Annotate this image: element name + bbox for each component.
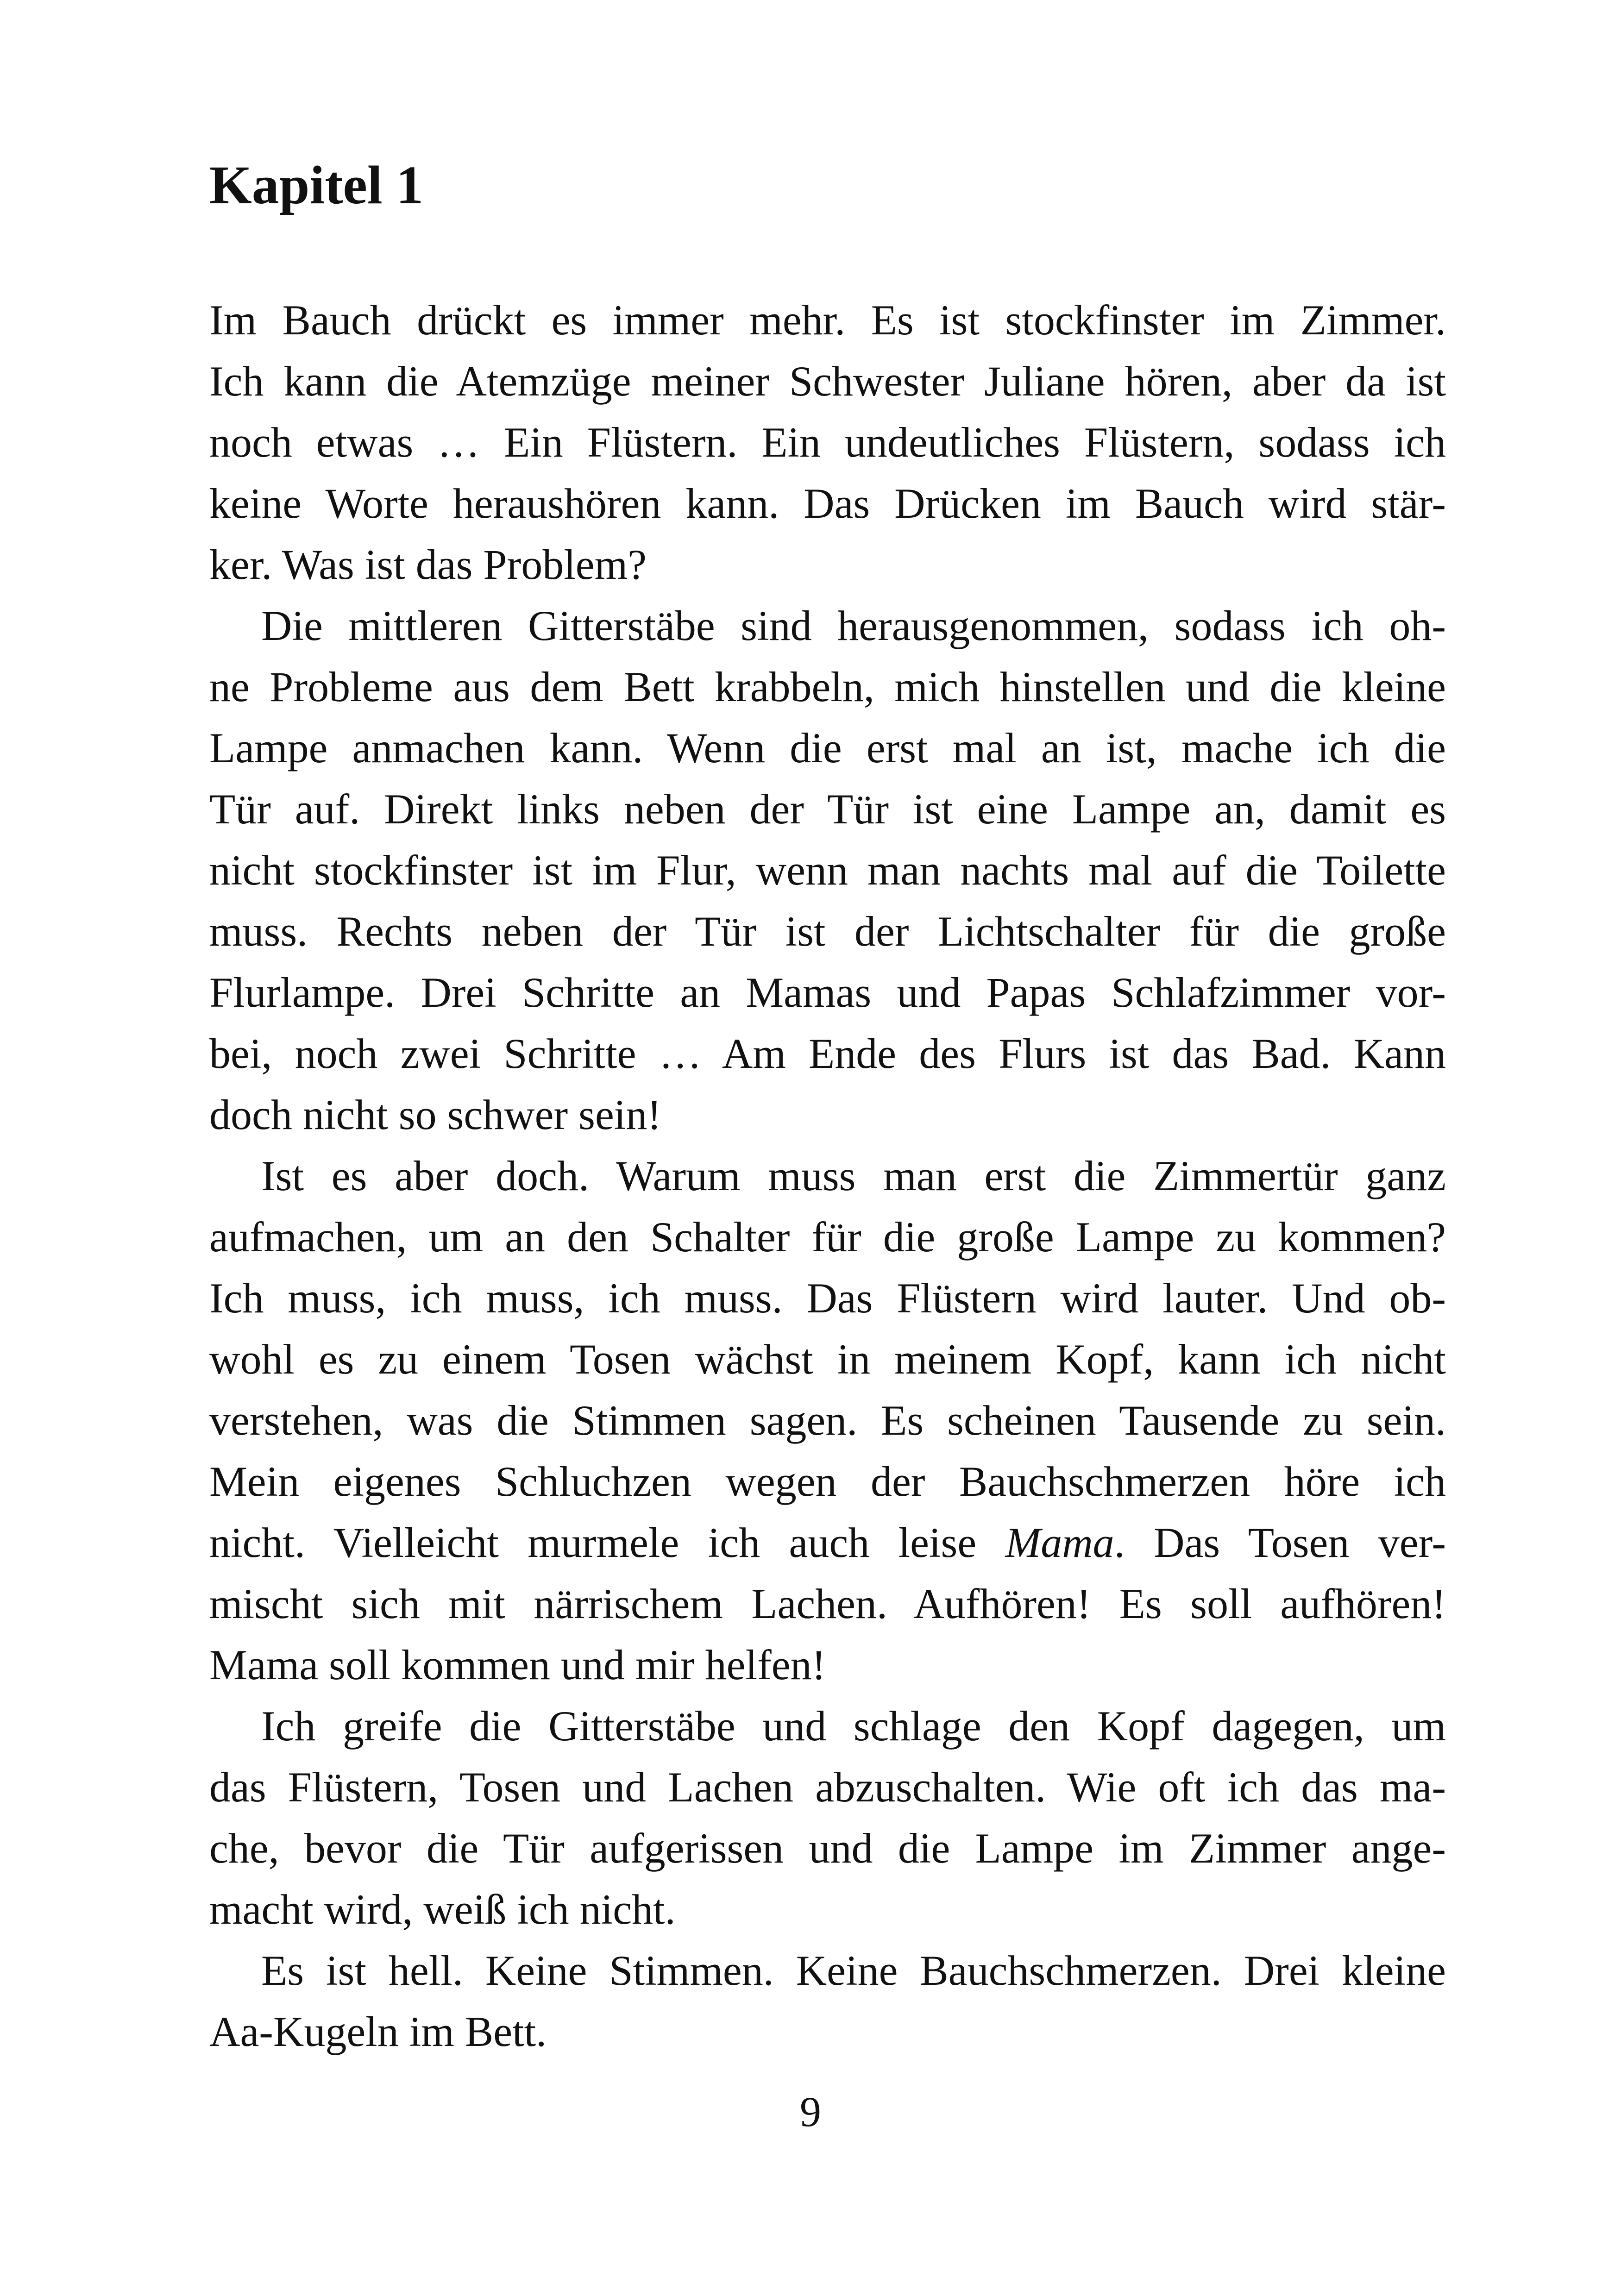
- text-line: doch nicht so schwer sein!: [209, 1091, 661, 1138]
- text-line: Im Bauch drückt es immer mehr. Es ist stockfinster im Zimmer.: [209, 296, 1446, 344]
- text-line: macht wird, weiß ich nicht.: [209, 1886, 676, 1933]
- text-line: Mama soll kommen und mir helfen!: [209, 1641, 826, 1688]
- text-line: noch etwas … Ein Flüstern. Ein undeutliches Flüstern, sodass ich: [209, 419, 1446, 466]
- text-line: das Flüstern, Tosen und Lachen abzuschalten. Wie oft ich das ma-: [209, 1763, 1446, 1811]
- text-line: nicht stockfinster ist im Flur, wenn man nachts mal auf die Toilette: [209, 847, 1446, 894]
- text-line: Flurlampe. Drei Schritte an Mamas und Papas Schlafzimmer vor-: [209, 969, 1446, 1016]
- text-segment: nicht. Vielleicht murmele ich auch leise: [209, 1519, 1005, 1566]
- text-line: ne Probleme aus dem Bett krabbeln, mich hinstellen und die kleine: [209, 663, 1446, 710]
- text-line: Ist es aber doch. Warum muss man erst die Zimmertür ganz: [261, 1152, 1446, 1199]
- page-number: 9: [800, 2088, 821, 2135]
- text-line: Ich kann die Atemzüge meiner Schwester Juliane hören, aber da ist: [209, 358, 1446, 405]
- paragraph-4: [209, 1695, 1446, 1940]
- paragraph-5: [209, 1940, 1446, 2062]
- text-line: mischt sich mit närrischem Lachen. Aufhören! Es soll aufhören!: [209, 1580, 1446, 1627]
- text-line: Lampe anmachen kann. Wenn die erst mal an ist, mache ich die: [209, 724, 1446, 772]
- emphasized-word: Mama: [1005, 1519, 1114, 1566]
- text-line: Tür auf. Direkt links neben der Tür ist eine Lampe an, damit es: [209, 785, 1446, 833]
- text-line: Mein eigenes Schluchzen wegen der Bauchschmerzen höre ich: [209, 1458, 1446, 1505]
- text-line-with-emphasis: [209, 1512, 1446, 1573]
- paragraph-1: [209, 289, 1446, 595]
- chapter-body: [209, 289, 1446, 2062]
- text-line: che, bevor die Tür aufgerissen und die Lampe im Zimmer ange-: [209, 1825, 1446, 1872]
- text-line: Die mittleren Gitterstäbe sind herausgenommen, sodass ich oh-: [261, 602, 1446, 649]
- paragraph-2: [209, 595, 1446, 1145]
- text-line: bei, noch zwei Schritte … Am Ende des Flurs ist das Bad. Kann: [209, 1030, 1446, 1077]
- text-line: Es ist hell. Keine Stimmen. Keine Bauchschmerzen. Drei kleine: [261, 1947, 1446, 1994]
- text-segment: . Das Tosen ver-: [1114, 1519, 1446, 1566]
- text-line: keine Worte heraushören kann. Das Drücken im Bauch wird stär-: [209, 480, 1446, 527]
- text-line: wohl es zu einem Tosen wächst in meinem Kopf, kann ich nicht: [209, 1336, 1446, 1383]
- text-line: aufmachen, um an den Schalter für die große Lampe zu kommen?: [209, 1213, 1446, 1261]
- paragraph-3: [209, 1145, 1446, 1695]
- text-line: Aa-Kugeln im Bett.: [209, 2008, 547, 2055]
- chapter-title: Kapitel 1: [209, 155, 424, 215]
- text-line: muss. Rechts neben der Tür ist der Lichtschalter für die große: [209, 908, 1446, 955]
- text-line: Ich muss, ich muss, ich muss. Das Flüstern wird lauter. Und ob-: [209, 1274, 1446, 1322]
- text-line: Ich greife die Gitterstäbe und schlage den Kopf dagegen, um: [261, 1702, 1446, 1750]
- text-line: verstehen, was die Stimmen sagen. Es scheinen Tausende zu sein.: [209, 1397, 1446, 1444]
- text-line: ker. Was ist das Problem?: [209, 541, 647, 588]
